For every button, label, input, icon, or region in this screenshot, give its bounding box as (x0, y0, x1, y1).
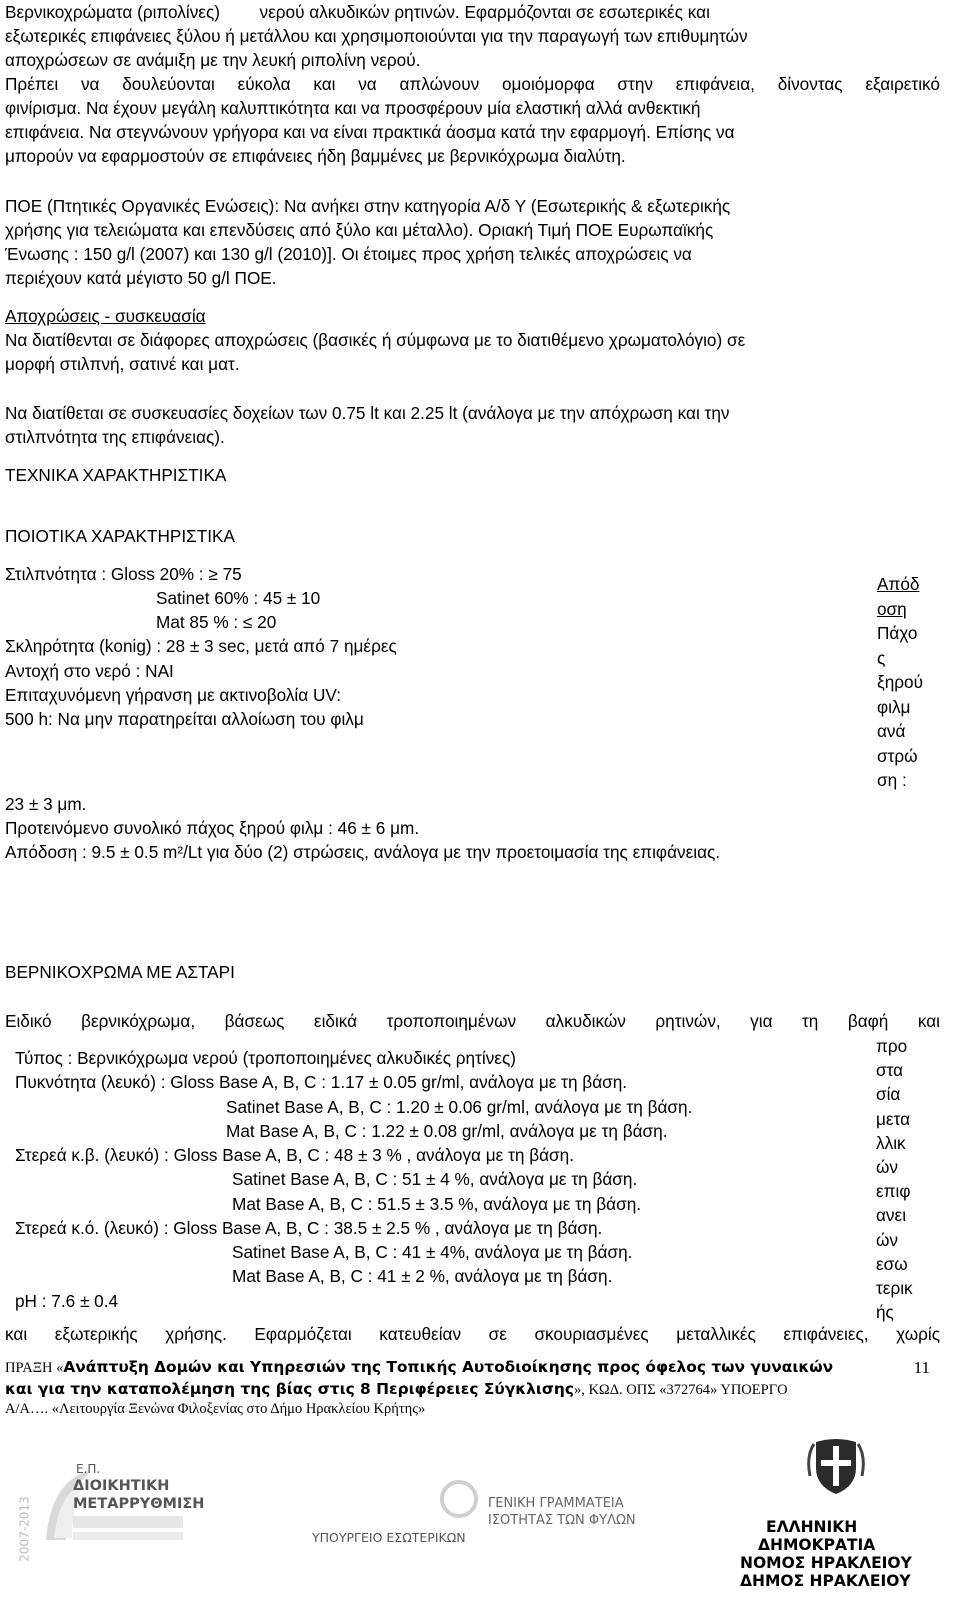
colors-line-4: στιλπνότητα της επιφάνειας). (5, 427, 225, 447)
density-mat: Mat Base A, B, C : 1.22 ± 0.08 gr/ml, ανάλογα με τη βάση. (226, 1121, 668, 1141)
solids-weight-gloss: Στερεά κ.β. (λευκό) : Gloss Base A, B, C : 48 ± 3 % , ανάλογα με τη βάση. (15, 1145, 574, 1165)
quality-heading: ΠΟΙΟΤΙΚΑ ΧΑΡΑΚΤΗΡΙΣΤΙΚΑ (5, 526, 235, 546)
ep-logo (17, 1452, 205, 1602)
ministry-label: ΥΠΟΥΡΓΕΙΟ ΕΣΩΤΕΡΙΚΩΝ (312, 1530, 466, 1545)
emblem-title-4: ΔΗΜΟΣ ΗΡΑΚΛΕΙΟΥ (740, 1572, 911, 1590)
colors-line-3: Να διατίθεται σε συσκευασίες δοχείων των 0.75 lt και 2.25 lt (ανάλογα με την απόχρωση και την (5, 403, 730, 423)
gg-circle-icon (440, 1480, 478, 1518)
emblem-title-3: ΝΟΜΟΣ ΗΡΑΚΛΕΙΟΥ (740, 1554, 912, 1572)
density-gloss: Πυκνότητα (λευκό) : Gloss Base A, B, C : 1.17 ± 0.05 gr/ml, ανάλογα με τη βάση. (15, 1072, 628, 1092)
footer-project-title-1: Ανάπτυξη Δομών και Υπηρεσιών της Τοπικής Αυτοδιοίκησης προς όφελος των γυναικών (63, 1358, 834, 1376)
intro-line-6: επιφάνεια. Να στεγνώνουν γρήγορα και να είναι πρακτικά άοσμα κατά την εφαρμογή. Επίσης να (5, 122, 735, 142)
intro-line-1b: νερού αλκυδικών ρητινών. Εφαρμόζονται σε εσωτερικές και (259, 2, 710, 22)
solids-volume-satinet: Satinet Base A, B, C : 41 ± 4%, ανάλογα με τη βάση. (232, 1242, 633, 1262)
intro-line-3: αποχρώσεων σε ανάμιξη με την λευκή ριπολίνη νερού. (5, 50, 421, 70)
solids-volume-gloss: Στερεά κ.ό. (λευκό) : Gloss Base A, B, C : 38.5 ± 2.5 % , ανάλογα με τη βάση. (15, 1218, 603, 1238)
footer-project-title-2: και για την καταπολέμηση της βίας στις 8 Περιφέρειες Σύγκλισης (5, 1380, 574, 1398)
footer-prefix: ΠΡΑΞΗ « (5, 1360, 64, 1376)
intro-line-2: εξωτερικές επιφάνειες ξύλου ή μετάλλου και χρησιμοποιούνται για την παραγωγή των επιθυμητών (5, 26, 748, 46)
thickness-value: 23 ± 3 μm. (5, 794, 87, 814)
intro-line-1 (5, 0, 710, 24)
uv-aging: Επιταχυνόμενη γήρανση με ακτινοβολία UV: (5, 685, 341, 705)
emblem-title-1: ΕΛΛΗΝΙΚΗ (766, 1518, 858, 1536)
emblem-title-2: ΔΗΜΟΚΡΑΤΙΑ (758, 1536, 876, 1554)
uv-500h: 500 h: Να μην παρατηρείται αλλοίωση του φιλμ (5, 709, 364, 729)
primer-heading: ΒΕΡΝΙΚΟΧΡΩΜΑ ΜΕ ΑΣΤΑΡΙ (5, 962, 235, 982)
water-resistance: Αντοχή στο νερό : ΝΑΙ (5, 661, 174, 681)
footer-line-1 (5, 1358, 833, 1378)
colors-line-2: μορφή στιλπνή, σατινέ και ματ. (5, 354, 240, 374)
solids-volume-mat: Mat Base A, B, C : 41 ± 2 %, ανάλογα με τη βάση. (232, 1266, 613, 1286)
intro-line-5: φινίρισμα. Να έχουν μεγάλη καλυπτικότητα και να προσφέρουν μία ελαστική αλλά ανθεκτική (5, 98, 701, 118)
ep-title-1: ΔΙΟΙΚΗΤΙΚΗ (73, 1478, 170, 1494)
ep-years: 2007-2013 (17, 1496, 32, 1562)
tech-heading: ΤΕΧΝΙΚΑ ΧΑΡΑΚΤΗΡΙΣΤΙΚΑ (5, 465, 227, 485)
total-thickness: Προτεινόμενο συνολικό πάχος ξηρού φιλμ : 46 ± 6 μm. (5, 818, 420, 838)
primer-line-1: Ειδικό βερνικόχρωμα, βάσεως ειδικά τροποποιημένων αλκυδικών ρητινών, για τη βαφή και (5, 1011, 940, 1031)
primer-last-line: και εξωτερικής χρήσης. Εφαρμόζεται κατευθείαν σε σκουριασμένες μεταλλικές επιφάνειες, χωρίς (5, 1324, 940, 1344)
colors-heading: Αποχρώσεις - συσκευασία (5, 306, 206, 326)
quality-side-column (877, 572, 923, 793)
voc-line-4: περιέχουν κατά μέγιστο 50 g/l ΠΟΕ. (5, 268, 277, 288)
voc-line-1: ΠΟΕ (Πτητικές Οργανικές Ενώσεις): Να ανήκει στην κατηγορία Α/δ Υ (Εσωτερικής & εξωτερικής (5, 196, 731, 216)
ep-small-label: Ε.Π. (76, 1462, 101, 1476)
yield-spec: Απόδοση : 9.5 ± 0.5 m²/Lt για δύο (2) στρώσεις, ανάλογα με την προετοιμασία της επιφάνειας. (5, 842, 721, 862)
footer-line-2 (5, 1380, 788, 1400)
mat-spec: Mat 85 % : ≤ 20 (156, 612, 277, 632)
greek-coat-of-arms-icon (806, 1436, 866, 1496)
intro-line-1a: Βερνικοχρώματα (ριπολίνες) (5, 2, 220, 22)
solids-weight-mat: Mat Base A, B, C : 51.5 ± 3.5 %, ανάλογα με τη βάση. (232, 1194, 642, 1214)
page-number: 11 (913, 1358, 930, 1377)
intro-line-7: μπορούν να εφαρμοστούν σε επιφάνειες ήδη βαμμένες με βερνικόχρωμα διαλύτη. (5, 146, 626, 166)
solids-weight-satinet: Satinet Base A, B, C : 51 ± 4 %, ανάλογα με τη βάση. (232, 1169, 638, 1189)
quality-side-text: Πάχο ς ξηρού φιλμ ανά στρώ ση : (877, 623, 923, 790)
voc-line-2: χρήσης για τελειώματα και επενδύσεις από ξύλο και μέταλλο). Οριακή Τιμή ΠΟΕ Ευρωπαϊκής (5, 220, 714, 240)
gender-equality-logo (438, 1476, 638, 1546)
gg-title-2: ΙΣΟΤΗΤΑΣ ΤΩΝ ΦΥΛΩΝ (488, 1513, 636, 1528)
quality-side-heading: Απόδ οση (877, 574, 920, 619)
colors-line-1: Να διατίθενται σε διάφορες αποχρώσεις (βασικές ή σύμφωνα με το διατιθέμενο χρωματολόγιο) σε (5, 330, 746, 350)
voc-line-3: Ένωσης : 150 g/l (2007) και 130 g/l (2010)]. Οι έτοιμες προς χρήση τελικές αποχρώσεις να (5, 244, 692, 264)
greek-emblem-logo (740, 1436, 940, 1608)
hardness-spec: Σκληρότητα (konig) : 28 ± 3 sec, μετά από 7 ημέρες (5, 636, 397, 656)
primer-side-column: προ στα σία μετα λλικ ών επιφ ανει ών εσω τερικ ής (876, 1036, 913, 1323)
primer-type: Τύπος : Βερνικόχρωμα νερού (τροποποιημένες αλκυδικές ρητίνες) (15, 1048, 516, 1068)
footer-line-3: Α/Α…. «Λειτουργία Ξενώνα Φιλοξενίας στο Δήμο Ηρακλείου Κρήτης» (5, 1401, 426, 1417)
footer-code: », ΚΩΔ. ΟΠΣ «372764» ΥΠΟΕΡΓΟ (573, 1382, 788, 1398)
ph-value: pH : 7.6 ± 0.4 (15, 1291, 119, 1311)
satinet-spec: Satinet 60% : 45 ± 10 (156, 588, 321, 608)
ep-title-2: ΜΕΤΑΡΡΥΘΜΙΣΗ (73, 1496, 205, 1512)
density-satinet: Satinet Base A, B, C : 1.20 ± 0.06 gr/ml, ανάλογα με τη βάση. (226, 1097, 693, 1117)
gloss-spec: Στιλπνότητα : Gloss 20% : ≥ 75 (5, 564, 242, 584)
gg-title-1: ΓΕΝΙΚΗ ΓΡΑΜΜΑΤΕΙΑ (488, 1496, 624, 1511)
intro-line-4: Πρέπει να δουλεύονται εύκολα και να απλώνουν ομοιόμορφα στην επιφάνεια, δίνοντας εξαιρετικό (5, 74, 940, 94)
